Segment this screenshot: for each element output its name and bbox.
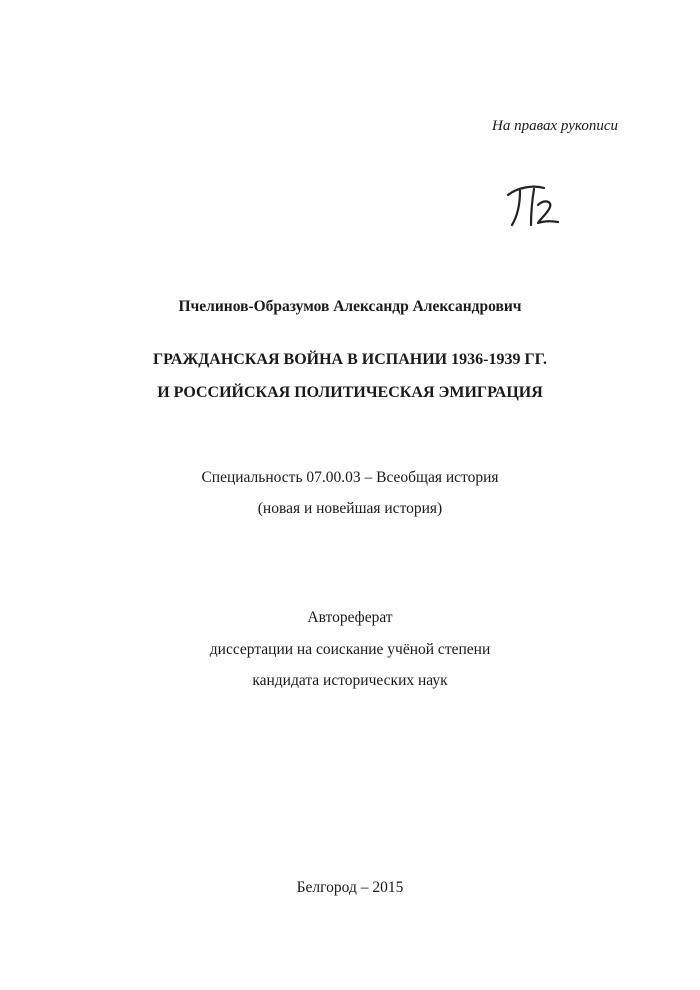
title-line-2: И РОССИЙСКАЯ ПОЛИТИЧЕСКАЯ ЭМИГРАЦИЯ [157,384,543,401]
specialty-line-2: (новая и новейшая история) [257,500,443,517]
rights-note: На правах рукописи [492,118,618,134]
signature-icon [500,175,564,235]
specialty-line-1: Специальность 07.00.03 – Всеобщая история [201,469,499,486]
title-line-1: ГРАЖДАНСКАЯ ВОЙНА В ИСПАНИИ 1936-1939 ГГ. [152,351,547,368]
abstract-label: Автореферат [307,609,393,626]
abstract-purpose: диссертации на соискание учёной степени [209,641,491,658]
abstract-degree: кандидата исторических наук [252,672,448,689]
signature [500,175,564,235]
author-name: Пчелинов-Образумов Александр Александрович [178,298,522,315]
city-year: Белгород – 2015 [296,879,404,896]
